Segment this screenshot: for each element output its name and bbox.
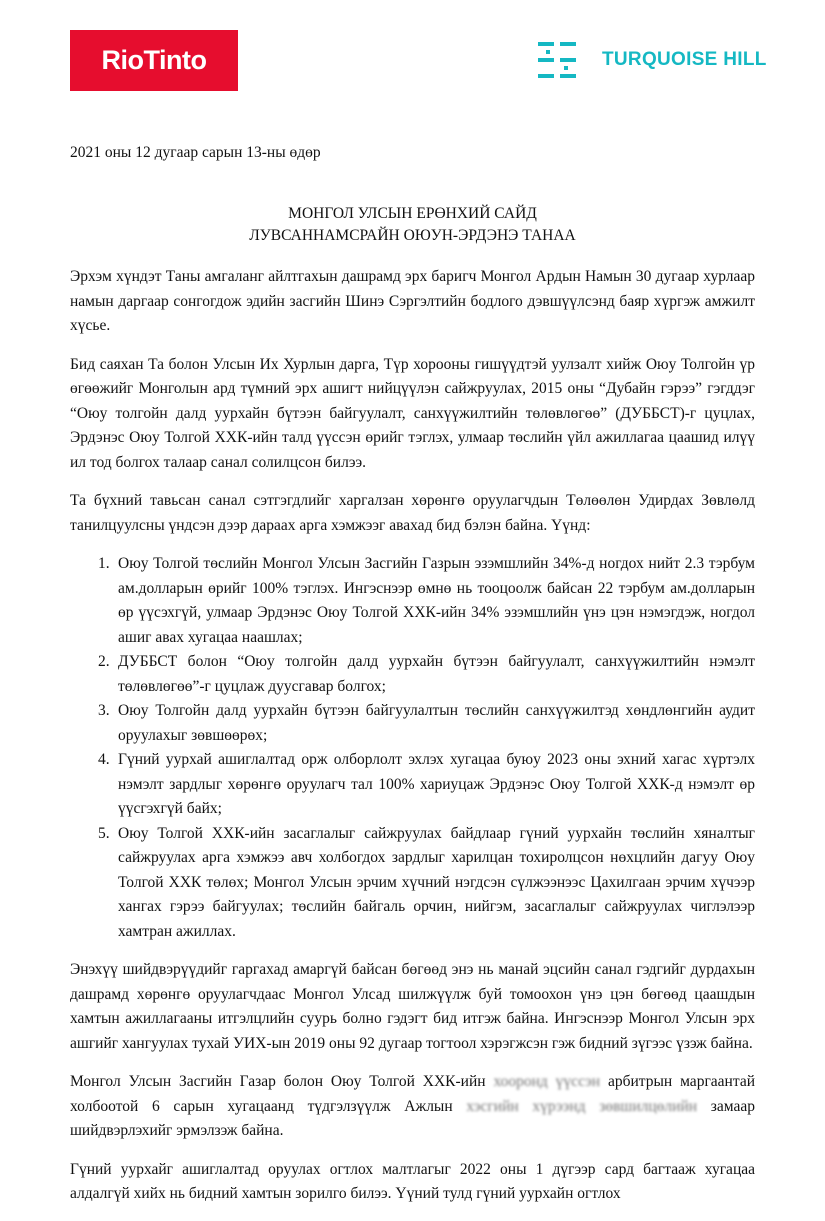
list-item-text: Гүний уурхай ашиглалтад орж олборлолт эхлэх хугацаа буюу 2023 оны эхний хагас хүртэлх нэмэлт зардлыг хөрөнгө оруулагч тал 100% хариуцаж Эрдэнэс Оюу Толгой ХХК-д нэмэлт өр үүсгэхгүй байх; [118, 751, 755, 817]
text-run: замаар шийдвэрлэхийг эрмэлзэж байна. [70, 1097, 755, 1139]
list-number: 2. [98, 653, 110, 670]
paragraph: Эрхэм хүндэт Таны амгаланг айлтгахын дашрамд эрх баригч Монгол Ардын Намын 30 дугаар хурлаар намын даргаар сонгогдож эдийн засгийн Шинэ Сэргэлтийн бодлого дэвшүүлсэнд баяр хүргэж амжилт хүсье. [70, 268, 755, 334]
proposal-list [70, 552, 755, 944]
turquoise-hill-logo [538, 40, 778, 80]
paragraph: Гүний уурхайг ашиглалтад оруулах огтлох малтлагыг 2022 оны 1 дүгээр сард багтааж хугацаа алдалгүй хийх нь бидний хамтын зорилго билээ. Үүний тулд гүний уурхайн огтлох [70, 1160, 755, 1202]
list-item-text: Оюу Толгойн далд уурхайн бүтээн байгуулалтын төслийн санхүүжилтэд хөндлөнгийн аудит оруулахыг зөвшөөрөх; [118, 702, 755, 744]
text-run: арбитрын маргаантай холбоотой 6 сарын хугацаанд түдгэлзүүлж Ажлын [70, 1073, 755, 1115]
list-number: 4. [98, 751, 110, 768]
addressee-line-1: МОНГОЛ УЛСЫН ЕРӨНХИЙ САЙД [288, 205, 537, 222]
letter-body [70, 265, 755, 1221]
paragraph-arbitration [70, 1070, 755, 1144]
list-number: 1. [98, 555, 110, 572]
list-item [70, 650, 755, 699]
list-item [70, 552, 755, 650]
list-item-text: Оюу Толгой ХХК-ийн засаглалыг сайжруулах байдлаар гүний уурхайн төслийн хяналтыг сайжруулах арга хэмжээ авч холбогдох зардлыг харилцан тохиролцсон нөхцлийн дагуу Оюу Толгой ХХК төлөх; Монгол Улсын эрчим хүчний нэгдсэн сүлжээнээс Цахилгаан эрчим хүчээр хангах гэрээ байгуулах; төслийн байгаль орчин, нийгэм, засаглалыг сайжруулах чиглэлээр хамтран ажиллах. [118, 824, 755, 940]
list-item [70, 748, 755, 822]
obscured-text: хооронд үүссэн [493, 1073, 601, 1090]
text-run: Монгол Улсын Засгийн Газар болон Оюу Толгой ХХК-ийн [70, 1073, 486, 1090]
paragraph: Энэхүү шийдвэрүүдийг гаргахад амаргүй байсан бөгөөд энэ нь манай эцсийн санал гэдгийг дурдахын дашрамд хөрөнгө оруулагчдаас Монгол Улсад шилжүүлж буй томоохон үнэ цэн бөгөөд цаашдын хамтын ажиллагааны итгэлцлийн суурь болно гэдэгт бид итгэж байна. Ингэснээр Монгол Улсын эрх ашгийг хангуулах тухай УИХ-ын 2019 оны 92 дугаар тогтоол хэрэгжсэн гэж бидний зүгээс үзэж байна. [70, 961, 755, 1052]
list-number: 5. [98, 824, 110, 842]
list-item-text: Оюу Толгой төслийн Монгол Улсын Засгийн Газрын эзэмшлийн 34%-д ногдох нийт 2.3 тэрбум ам.долларын өрийг 100% тэглэх. Ингэснээр өмнө нь тооцоолж байсан 22 тэрбум ам.долларын өр үүсэхгүй, улмаар Эрдэнэс Оюу Толгой ХХК-ийн 34% эзэмшлийн үнэ цэн нэмэгдэж, ногдол ашиг авах хугацаа наашлах; [118, 555, 755, 646]
list-number: 3. [98, 702, 110, 719]
rio-tinto-logo-text: RioTinto [101, 45, 207, 75]
list-item-text: ДУББСТ болон “Оюу толгойн далд уурхайн бүтээн байгуулалт, санхүүжилтийн нэмэлт төлөвлөгөө”-г цуцлаж дуусгавар болгох; [118, 653, 755, 695]
turquoise-hill-logo-text: TURQUOISE HILL [602, 49, 767, 70]
turquoise-hill-mark-icon [538, 40, 578, 80]
list-item [70, 822, 755, 945]
paragraph: Бид саяхан Та болон Улсын Их Хурлын дарга, Түр хорооны гишүүдтэй уулзалт хийж Оюу Толгойн үр өгөөжийг Монголын ард түмний эрх ашигт нийцүүлэн сайжруулах, 2015 оны “Дубайн гэрээ” гэгддэг “Оюу толгойн далд уурхайн бүтээн байгуулалт, санхүүжилтийн төлөвлөгөө” (ДУББСТ)-г цуцлах, Эрдэнэс Оюу Толгой ХХК-ийн талд үүссэн өрийг тэглэх, улмаар төслийн үйл ажиллагаа цаашид илүү ил тод болгох талаар санал солилцсон билээ. [70, 355, 755, 471]
rio-tinto-logo [70, 30, 238, 91]
letter-date: 2021 оны 12 дугаар сарын 13-ны өдөр [70, 144, 321, 161]
addressee-line-2: ЛУВСАННАМСРАЙН ОЮУН-ЭРДЭНЭ ТАНАА [249, 227, 576, 244]
letter-addressee [70, 203, 755, 247]
obscured-text: хэсгийн хүрээнд зөвшилцөлийн [466, 1097, 698, 1115]
paragraph: Та бүхний тавьсан санал сэтгэгдлийг харгалзан хөрөнгө оруулагчдын Төлөөлөн Удирдах Зөвлөлд танилцуулсны үндсэн дээр дараах арга хэмжээг авахад бид бэлэн байна. Үүнд: [70, 492, 755, 534]
list-item [70, 699, 755, 748]
